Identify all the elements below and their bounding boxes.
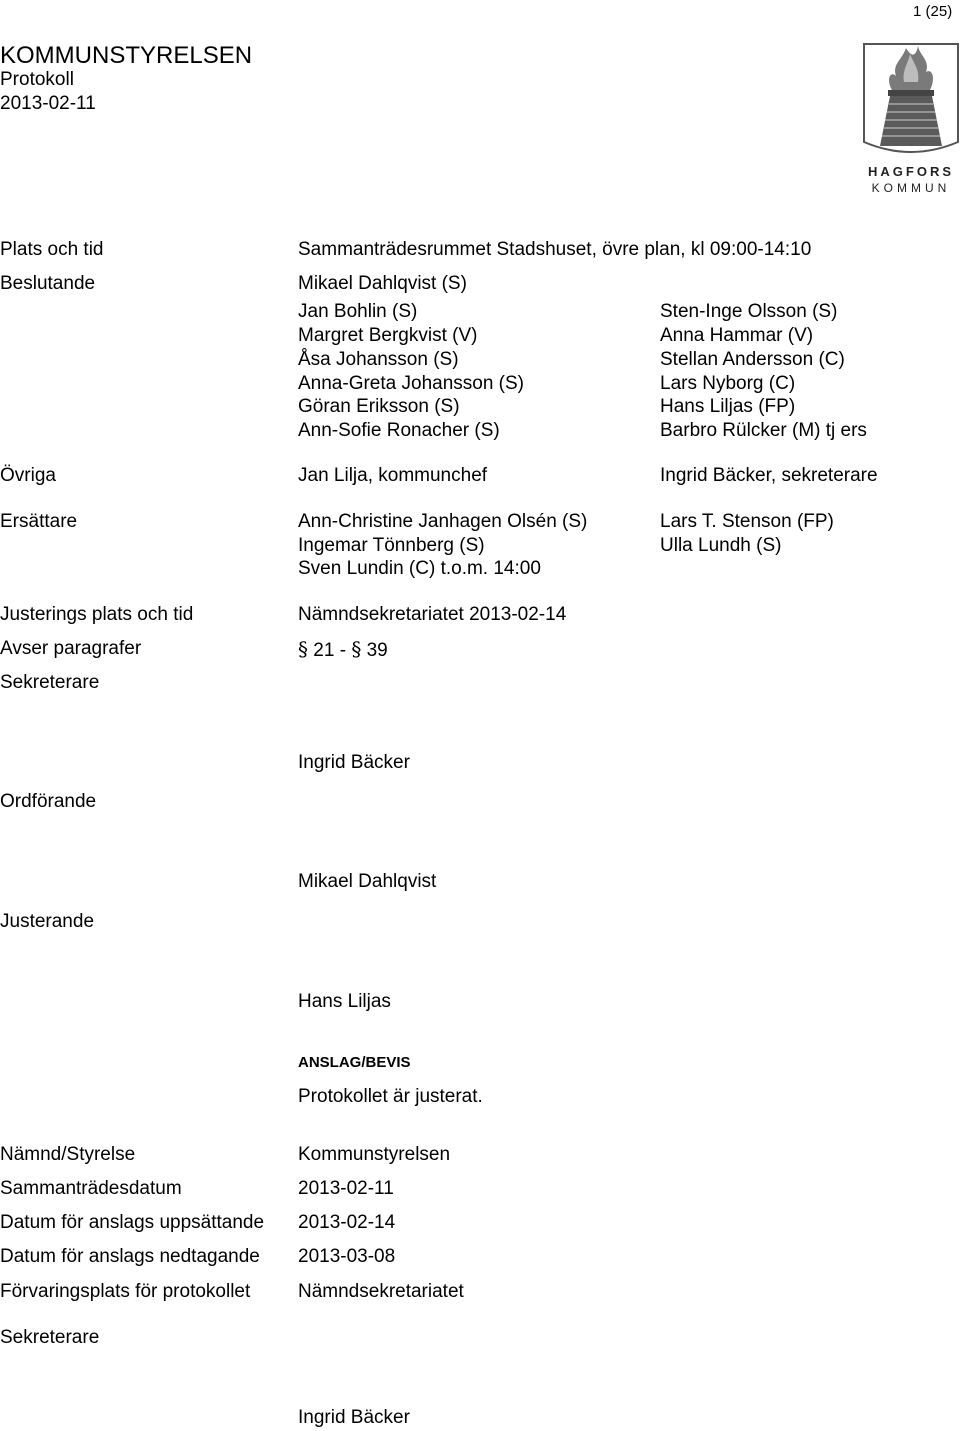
section-symbol: § xyxy=(351,637,362,661)
substitute-member: Ann-Christine Janhagen Olsén (S) xyxy=(298,511,588,532)
deciding-member: Anna-Greta Johansson (S) xyxy=(298,373,525,394)
paragraphs-range xyxy=(298,637,388,663)
paragraph-to: 39 xyxy=(366,640,388,661)
substitute-member: Ulla Lundh (S) xyxy=(660,535,782,556)
deciding-member: Ann-Sofie Ronacher (S) xyxy=(298,420,500,441)
deciding-member: Lars Nyborg (C) xyxy=(660,373,796,394)
deciding-member: Stellan Andersson (C) xyxy=(660,349,845,370)
notice-row-value: 2013-03-08 xyxy=(298,1246,396,1267)
substitutes-label: Ersättare xyxy=(0,511,78,532)
others-person: Jan Lilja, kommunchef xyxy=(298,465,488,486)
notice-secretary-name: Ingrid Bäcker xyxy=(298,1407,410,1428)
document-type: Protokoll xyxy=(0,69,74,90)
deciding-member: Margret Bergkvist (V) xyxy=(298,325,478,346)
adjuster-label: Justerande xyxy=(0,911,95,932)
deciding-member: Hans Liljas (FP) xyxy=(660,396,796,417)
notice-row-label: Förvaringsplats för protokollet xyxy=(0,1281,251,1302)
document-date: 2013-02-11 xyxy=(0,93,96,114)
notice-statement: Protokollet är justerat. xyxy=(298,1086,483,1107)
deciding-member: Anna Hammar (V) xyxy=(660,325,814,346)
adjust-value: Nämndsekretariatet 2013-02-14 xyxy=(298,604,567,625)
document-title: KOMMUNSTYRELSEN xyxy=(0,42,253,69)
page-number: 1 (25) xyxy=(913,3,953,20)
notice-row-label: Datum för anslags uppsättande xyxy=(0,1212,265,1233)
substitute-member: Sven Lundin (C) t.o.m. 14:00 xyxy=(298,558,541,579)
chair-member: Mikael Dahlqvist (S) xyxy=(298,273,467,294)
notice-heading: ANSLAG/BEVIS xyxy=(298,1054,411,1071)
substitute-member: Lars T. Stenson (FP) xyxy=(660,511,834,532)
notice-row-value: 2013-02-11 xyxy=(298,1178,394,1199)
notice-row-label: Sammanträdesdatum xyxy=(0,1178,182,1199)
secretary-label: Sekreterare xyxy=(0,672,100,693)
others-person: Ingrid Bäcker, sekreterare xyxy=(660,465,878,486)
paragraph-from: 21 - xyxy=(313,640,347,661)
notice-row-label: Datum för anslags nedtagande xyxy=(0,1246,260,1267)
adjuster-name: Hans Liljas xyxy=(298,991,391,1012)
deciding-member: Jan Bohlin (S) xyxy=(298,301,418,322)
deciding-member: Sten-Inge Olsson (S) xyxy=(660,301,838,322)
deciding-member: Åsa Johansson (S) xyxy=(298,349,459,370)
others-label: Övriga xyxy=(0,465,56,486)
notice-row-value: Kommunstyrelsen xyxy=(298,1144,451,1165)
deciding-label: Beslutande xyxy=(0,273,96,294)
hagfors-coat-of-arms-icon xyxy=(862,42,960,194)
chair-label: Ordförande xyxy=(0,791,97,812)
deciding-member: Barbro Rülcker (M) tj ers xyxy=(660,420,867,441)
place-label: Plats och tid xyxy=(0,239,104,260)
substitute-member: Ingemar Tönnberg (S) xyxy=(298,535,485,556)
secretary-name: Ingrid Bäcker xyxy=(298,752,410,773)
notice-secretary-label: Sekreterare xyxy=(0,1327,100,1348)
logo-text-line1: HAGFORS xyxy=(868,164,954,179)
adjust-label: Justerings plats och tid xyxy=(0,604,194,625)
notice-row-label: Nämnd/Styrelse xyxy=(0,1144,136,1165)
notice-row-value: Nämndsekretariatet xyxy=(298,1281,464,1302)
section-symbol: § xyxy=(298,637,308,661)
deciding-member: Göran Eriksson (S) xyxy=(298,396,460,417)
logo-text-line2: KOMMUN xyxy=(871,181,951,194)
paragraphs-label: Avser paragrafer xyxy=(0,638,142,659)
chair-name: Mikael Dahlqvist xyxy=(298,871,437,892)
place-value: Sammanträdesrummet Stadshuset, övre plan, kl 09:00-14:10 xyxy=(298,239,812,260)
notice-row-value: 2013-02-14 xyxy=(298,1212,396,1233)
